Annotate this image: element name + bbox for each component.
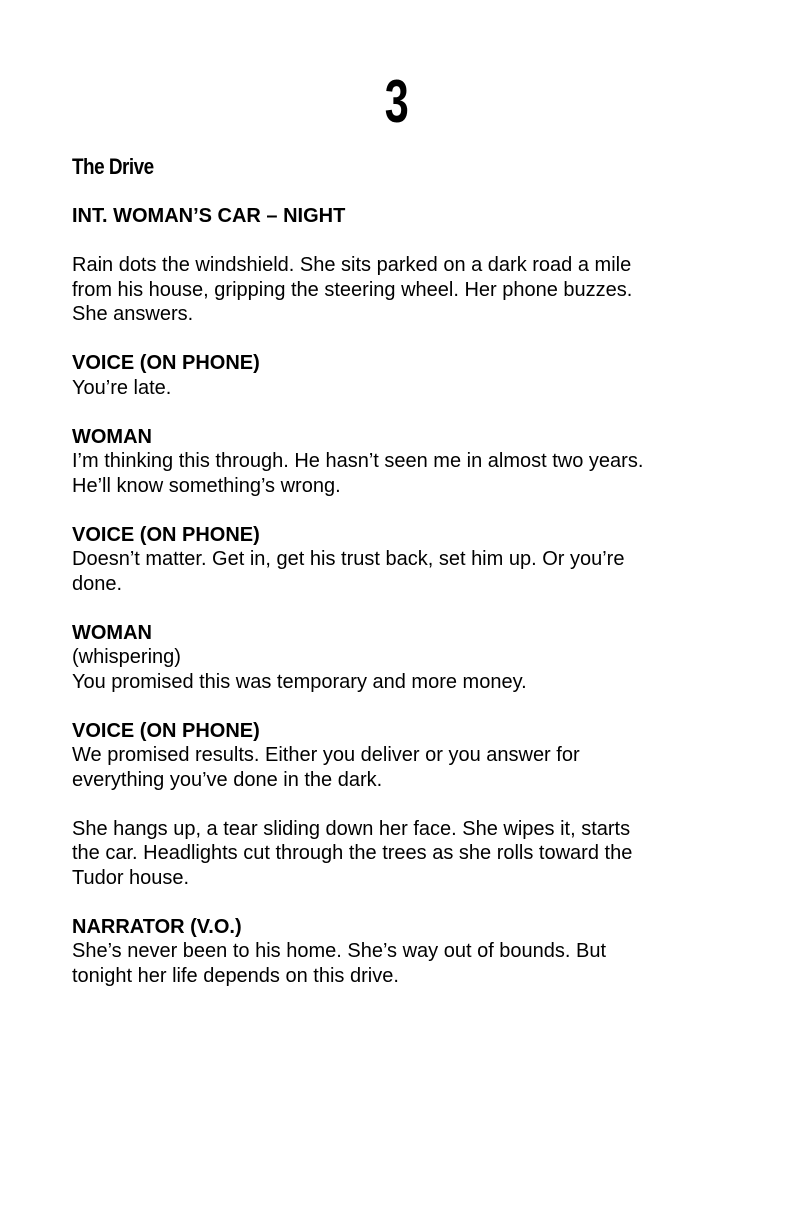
dialogue-line: She’s never been to his home. She’s way out of bounds. But [72, 940, 607, 962]
character-name: WOMAN [72, 621, 152, 644]
action-block-2 [72, 817, 722, 891]
dialogue-line: He’ll know something’s wrong. [72, 474, 341, 497]
dialogue-line: tonight her life depends on this drive. [72, 964, 399, 987]
dialogue-line: You promised this was temporary and more money. [72, 670, 527, 693]
dialogue-block-2 [72, 425, 722, 499]
action-line: from his house, gripping the steering wheel. Her phone buzzes. [72, 278, 633, 301]
dialogue-line: I’m thinking this through. He hasn’t seen me in almost two years. [72, 450, 644, 472]
character-name: WOMAN [72, 425, 152, 448]
dialogue-block-1 [72, 351, 722, 400]
character-name: VOICE (ON PHONE) [72, 523, 260, 546]
action-line: She answers. [72, 303, 194, 325]
action-line: the car. Headlights cut through the trees as she rolls toward the [72, 842, 633, 864]
action-block-1 [72, 253, 722, 327]
action-line: Rain dots the windshield. She sits parked on a dark road a mile [72, 254, 632, 276]
character-name: VOICE (ON PHONE) [72, 719, 260, 742]
script-body [72, 204, 722, 1013]
character-name: VOICE (ON PHONE) [72, 352, 260, 374]
parenthetical: (whispering) [72, 646, 181, 668]
dialogue-line: You’re late. [72, 376, 172, 399]
dialogue-line: Doesn’t matter. Get in, get his trust back, set him up. Or you’re [72, 548, 625, 570]
dialogue-line: We promised results. Either you deliver or you answer for [72, 744, 580, 766]
dialogue-block-3 [72, 523, 722, 597]
dialogue-line: everything you’ve done in the dark. [72, 768, 383, 791]
character-name: NARRATOR (V.O.) [72, 915, 242, 938]
chapter-number: 3 [384, 68, 408, 135]
chapter-title: The Drive [72, 154, 154, 179]
scene-heading-block [72, 204, 722, 229]
dialogue-block-4 [72, 621, 722, 695]
action-line: Tudor house. [72, 866, 190, 889]
dialogue-block-5 [72, 719, 722, 793]
scene-heading: INT. WOMAN’S CAR – NIGHT [72, 205, 346, 227]
dialogue-line: done. [72, 572, 123, 595]
action-line: She hangs up, a tear sliding down her face. She wipes it, starts [72, 817, 631, 840]
dialogue-block-6 [72, 915, 722, 989]
